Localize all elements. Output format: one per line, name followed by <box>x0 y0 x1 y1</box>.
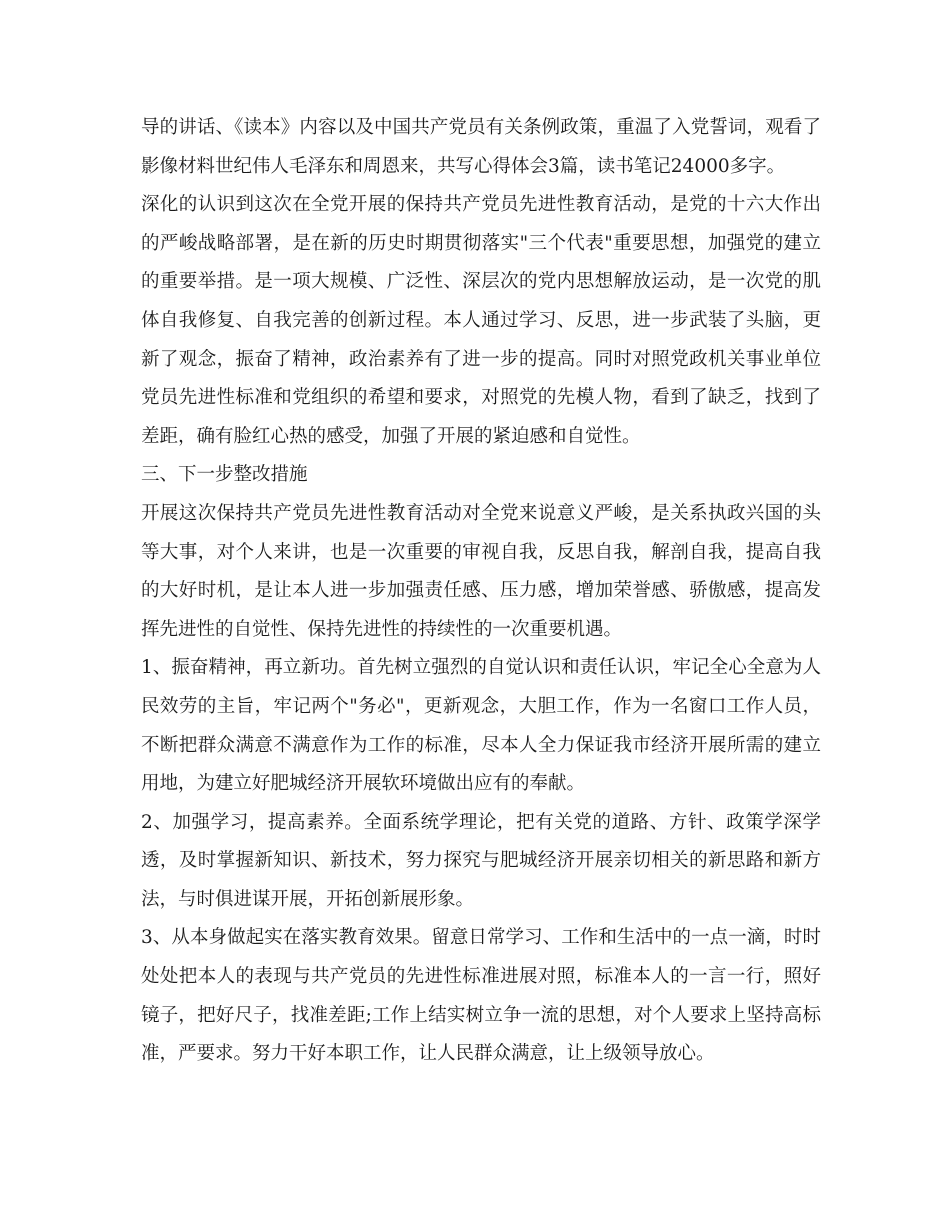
paragraph-significance: 开展这次保持共产党员先进性教育活动对全党来说意义严峻，是关系执政兴国的头等大事，对个人来讲，也是一次重要的审视自我，反思自我，解剖自我，提高自我的大好时机，是让本人进一步加强责任感、压力感，增加荣誉感、骄傲感，提高发挥先进性的自觉性、保持先进性的持续性的一次重要机遇。 <box>141 502 821 640</box>
paragraph-measure-1: 1、振奋精神，再立新功。首先树立强烈的自觉认识和责任认识，牢记全心全意为人民效劳的主旨，牢记两个"务必"，更新观念，大胆工作，作为一名窗口工作人员，不断把群众满意不满意作为工作的标准，尽本人全力保证我市经济开展所需的建立用地，为建立好肥城经济开展软环境做出应有的奉献。 <box>141 657 821 795</box>
paragraph-understanding: 深化的认识到这次在全党开展的保持共产党员先进性教育活动，是党的十六大作出的严峻战略部署，是在新的历史时期贯彻落实"三个代表"重要思想，加强党的建立的重要举措。是一项大规模、广泛性、深层次的党内思想解放运动，是一次党的肌体自我修复、自我完善的创新过程。本人通过学习、反思，进一步武装了头脑，更新了观念，振奋了精神，政治素养有了进一步的提高。同时对照党政机关事业单位党员先进性标准和党组织的希望和要求，对照党的先模人物，看到了缺乏，找到了差距，确有脸红心热的感受，加强了开展的紧迫感和自觉性。 <box>141 194 821 447</box>
section-heading-next-steps: 三、下一步整改措施 <box>141 464 308 486</box>
paragraph-measure-3: 3、从本身做起实在落实教育效果。留意日常学习、工作和生活中的一点一滴，时时处处把本人的表现与共产党员的先进性标准进展对照，标准本人的一言一行，照好镜子，把好尺子，找准差距;工作上结实树立争一流的思想，对个人要求上坚持高标准，严要求。努力干好本职工作，让人民群众满意，让上级领导放心。 <box>141 927 821 1065</box>
paragraph-measure-2: 2、加强学习，提高素养。全面系统学理论，把有关党的道路、方针、政策学深学透，及时掌握新知识、新技术，努力探究与肥城经济开展亲切相关的新思路和新方法，与时俱进谋开展，开拓创新展形象。 <box>141 811 821 910</box>
paragraph-intro-continuation: 导的讲话、《读本》内容以及中国共产党员有关条例政策，重温了入党誓词，观看了影像材料世纪伟人毛泽东和周恩来，共写心得体会3篇，读书笔记24000多字。 <box>141 117 821 177</box>
document-body <box>141 109 821 1074</box>
